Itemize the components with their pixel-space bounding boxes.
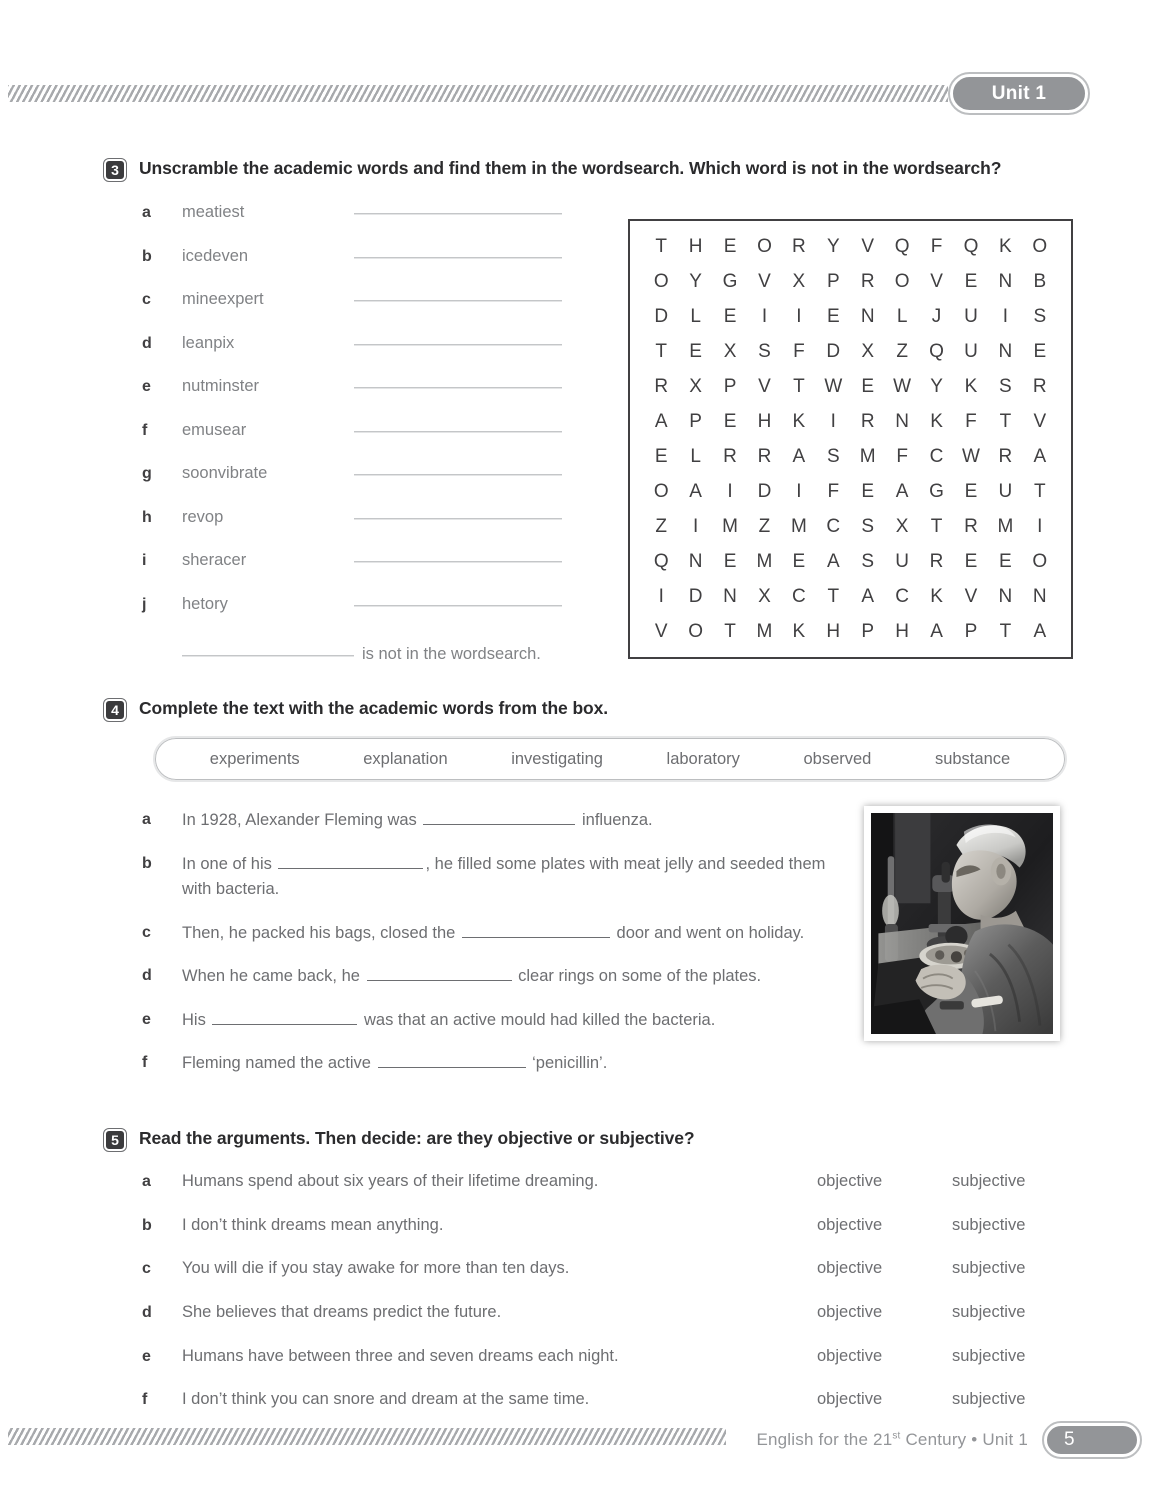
sentence-blank[interactable] bbox=[462, 924, 610, 938]
wordsearch-cell[interactable]: Q bbox=[929, 340, 944, 362]
wordsearch-cell[interactable]: K bbox=[930, 410, 943, 432]
word-bank-box bbox=[155, 738, 1065, 780]
scramble-row bbox=[142, 595, 562, 639]
sentence-letter: b bbox=[142, 854, 152, 872]
wordsearch-cell[interactable]: S bbox=[1033, 305, 1047, 327]
sentence-text-before: Then, he packed his bags, closed the bbox=[182, 923, 460, 942]
wordsearch-cell[interactable]: A bbox=[689, 480, 702, 502]
wordsearch-cell[interactable]: R bbox=[1032, 375, 1047, 397]
argument-row bbox=[142, 1347, 1047, 1391]
sentence-body bbox=[182, 964, 761, 990]
wordsearch-cell[interactable]: V bbox=[930, 270, 943, 292]
fill-in-sentence-row bbox=[142, 921, 842, 947]
scramble-item-word: meatiest bbox=[182, 203, 245, 221]
sentence-text-before: His bbox=[182, 1010, 211, 1029]
wordsearch-cell[interactable]: O bbox=[1032, 235, 1048, 257]
exercise-4-sentence-list bbox=[142, 808, 842, 1095]
scramble-answer-line[interactable] bbox=[354, 518, 562, 519]
sentence-text-after: , he filled some plates with meat jelly and seeded them with bacteria. bbox=[182, 854, 826, 899]
wordsearch-cell[interactable]: H bbox=[688, 235, 703, 257]
sentence-text-after: door and went on holiday. bbox=[611, 923, 805, 942]
wordsearch-cell[interactable]: E bbox=[1033, 340, 1047, 362]
wordsearch-cell[interactable]: M bbox=[722, 515, 738, 537]
wordsearch-cell[interactable]: P bbox=[689, 410, 702, 432]
sentence-letter: e bbox=[142, 1010, 151, 1028]
fill-in-sentence-row bbox=[142, 1051, 842, 1077]
argument-statement: She believes that dreams predict the future. bbox=[182, 1303, 502, 1322]
wordsearch-cell[interactable]: N bbox=[998, 585, 1013, 607]
wordsearch-cell[interactable]: O bbox=[757, 235, 772, 257]
wordsearch-cell[interactable]: L bbox=[896, 305, 908, 327]
wordsearch-cell[interactable]: I bbox=[1002, 305, 1008, 327]
wordsearch-cell[interactable]: I bbox=[658, 585, 664, 607]
exercise-4-header bbox=[104, 698, 1064, 721]
wordsearch-cell[interactable]: E bbox=[999, 550, 1012, 572]
wordsearch-cell[interactable]: O bbox=[1032, 550, 1048, 572]
wordsearch-cell[interactable]: X bbox=[723, 340, 737, 362]
argument-statement: Humans have between three and seven dreams each night. bbox=[182, 1346, 619, 1365]
wordsearch-cell[interactable]: C bbox=[792, 585, 806, 607]
sentence-letter: f bbox=[142, 1054, 148, 1072]
scramble-item-letter: i bbox=[142, 552, 147, 569]
wordsearch-cell[interactable]: N bbox=[688, 550, 703, 572]
wordsearch-cell[interactable]: T bbox=[724, 620, 736, 642]
wordsearch-cell[interactable]: T bbox=[999, 620, 1012, 642]
wordsearch-cell[interactable]: M bbox=[756, 620, 773, 642]
scramble-answer-line[interactable] bbox=[354, 474, 562, 475]
wordsearch-cell[interactable]: W bbox=[961, 445, 980, 467]
wordsearch-cell[interactable]: E bbox=[964, 550, 978, 572]
exercise-4-instruction: Complete the text with the academic words from the box. bbox=[139, 698, 609, 718]
wordsearch-cell[interactable]: H bbox=[895, 620, 909, 642]
scramble-answer-line[interactable] bbox=[354, 605, 562, 606]
wordsearch-cell[interactable]: R bbox=[860, 270, 875, 292]
wordsearch-cell[interactable]: C bbox=[929, 445, 944, 467]
wordsearch-cell[interactable]: A bbox=[930, 620, 943, 642]
argument-statement: You will die if you stay awake for more than ten days. bbox=[182, 1259, 570, 1278]
wordsearch-cell[interactable]: E bbox=[654, 445, 668, 467]
wordsearch-cell[interactable]: W bbox=[893, 375, 912, 397]
wordsearch-cell[interactable]: R bbox=[757, 445, 772, 467]
option-objective[interactable]: objective bbox=[817, 1172, 883, 1190]
scramble-row bbox=[142, 247, 562, 291]
exercise-5-instruction: Read the arguments. Then decide: are they objective or subjective? bbox=[139, 1128, 695, 1148]
wordsearch-cell[interactable]: R bbox=[929, 550, 944, 572]
argument-statement: Humans spend about six years of their lifetime dreaming. bbox=[182, 1172, 599, 1190]
sentence-text-after: influenza. bbox=[577, 811, 653, 829]
wordsearch-cell[interactable]: V bbox=[964, 585, 978, 607]
exercise-5-argument-list bbox=[142, 1172, 1047, 1434]
scramble-answer-line[interactable] bbox=[354, 387, 562, 388]
wordsearch-grid-container bbox=[628, 219, 1073, 659]
wordsearch-cell[interactable]: L bbox=[690, 305, 701, 327]
argument-letter: f bbox=[142, 1391, 148, 1409]
wordsearch-cell[interactable]: I bbox=[796, 305, 802, 327]
argument-row bbox=[142, 1259, 1047, 1303]
wordsearch-cell[interactable]: I bbox=[1037, 515, 1043, 537]
top-decorative-hatch-rule bbox=[8, 85, 948, 102]
wordsearch-cell[interactable]: D bbox=[654, 305, 669, 327]
scramble-item-word: sheracer bbox=[182, 551, 247, 569]
sentence-text-before: When he came back, he bbox=[182, 967, 365, 986]
scramble-item-letter: f bbox=[142, 421, 148, 439]
wordsearch-cell[interactable]: T bbox=[655, 340, 667, 362]
wordsearch-cell[interactable]: A bbox=[1033, 620, 1047, 642]
scramble-item-word: mineexpert bbox=[182, 290, 264, 308]
wordsearch-cell[interactable]: O bbox=[688, 620, 703, 642]
footer-title-pre: English for the 21 bbox=[756, 1430, 893, 1449]
exercise-5 bbox=[104, 1128, 1064, 1151]
argument-row bbox=[142, 1172, 1047, 1216]
word-bank-item[interactable]: explanation bbox=[363, 749, 448, 768]
wordsearch-cell[interactable]: X bbox=[689, 375, 702, 397]
option-objective[interactable]: objective bbox=[817, 1215, 883, 1234]
scramble-answer-line[interactable] bbox=[354, 213, 562, 214]
scramble-item-letter: j bbox=[142, 595, 147, 613]
wordsearch-cell[interactable]: S bbox=[861, 515, 875, 537]
wordsearch-cell[interactable]: N bbox=[895, 410, 909, 432]
not-in-wordsearch-row bbox=[142, 645, 562, 664]
wordsearch-cell[interactable]: P bbox=[826, 270, 840, 292]
wordsearch-cell[interactable]: A bbox=[826, 550, 840, 572]
scramble-answer-line[interactable] bbox=[354, 561, 562, 562]
exercise-4-number-badge: 4 bbox=[104, 699, 126, 721]
footer-title-post: Century • Unit 1 bbox=[900, 1430, 1028, 1449]
wordsearch-cell[interactable]: I bbox=[796, 480, 802, 502]
wordsearch-cell[interactable]: F bbox=[896, 445, 908, 467]
wordsearch-cell[interactable]: Q bbox=[653, 550, 669, 572]
option-subjective[interactable]: subjective bbox=[952, 1215, 1026, 1234]
wordsearch-grid bbox=[644, 229, 1057, 649]
word-bank-item[interactable]: observed bbox=[803, 749, 872, 768]
wordsearch-cell[interactable]: W bbox=[824, 375, 843, 397]
argument-letter: e bbox=[142, 1347, 151, 1365]
wordsearch-cell[interactable]: U bbox=[998, 480, 1013, 502]
scramble-item-word: icedeven bbox=[182, 246, 249, 265]
scramble-row bbox=[142, 377, 562, 421]
wordsearch-cell[interactable]: E bbox=[792, 550, 806, 572]
wordsearch-cell[interactable]: E bbox=[826, 305, 840, 327]
sentence-blank[interactable] bbox=[278, 855, 423, 869]
footer-book-title bbox=[756, 1430, 1028, 1450]
wordsearch-cell[interactable]: Z bbox=[655, 515, 667, 537]
wordsearch-cell[interactable]: M bbox=[790, 515, 807, 537]
sentence-body bbox=[182, 1051, 607, 1077]
wordsearch-cell[interactable]: Y bbox=[826, 235, 840, 257]
wordsearch-cell[interactable]: T bbox=[793, 375, 805, 397]
wordsearch-cell[interactable]: A bbox=[792, 445, 806, 467]
wordsearch-cell[interactable]: E bbox=[723, 550, 737, 572]
option-objective[interactable]: objective bbox=[817, 1390, 883, 1409]
wordsearch-cell[interactable]: A bbox=[895, 480, 909, 502]
wordsearch-cell[interactable]: N bbox=[723, 585, 737, 607]
wordsearch-cell[interactable]: T bbox=[1033, 480, 1046, 502]
wordsearch-cell[interactable]: H bbox=[757, 410, 772, 432]
wordsearch-cell[interactable]: J bbox=[931, 305, 942, 327]
wordsearch-cell[interactable]: E bbox=[689, 340, 702, 362]
sentence-body bbox=[182, 852, 842, 903]
wordsearch-cell[interactable]: Y bbox=[689, 270, 702, 292]
wordsearch-cell[interactable]: B bbox=[1033, 270, 1047, 292]
scramble-item-letter: h bbox=[142, 508, 152, 526]
page-footer bbox=[0, 1420, 1154, 1460]
sentence-letter: c bbox=[142, 923, 151, 941]
wordsearch-cell[interactable]: O bbox=[894, 270, 910, 292]
wordsearch-cell[interactable]: K bbox=[792, 620, 806, 642]
wordsearch-cell[interactable]: S bbox=[826, 445, 840, 467]
wordsearch-cell[interactable]: R bbox=[860, 410, 875, 432]
wordsearch-cell[interactable]: F bbox=[827, 480, 840, 502]
wordsearch-cell[interactable]: U bbox=[964, 305, 978, 327]
exercise-4 bbox=[104, 698, 1064, 721]
wordsearch-cell[interactable]: V bbox=[861, 235, 875, 257]
scramble-row bbox=[142, 290, 562, 334]
wordsearch-cell[interactable]: K bbox=[999, 235, 1012, 257]
wordsearch-cell[interactable]: N bbox=[1032, 585, 1047, 607]
sentence-text-before: In 1928, Alexander Fleming was bbox=[182, 811, 422, 829]
fill-in-sentence-row bbox=[142, 1008, 842, 1034]
scramble-word-list bbox=[142, 203, 562, 664]
scramble-answer-line[interactable] bbox=[354, 344, 562, 345]
option-subjective[interactable]: subjective bbox=[952, 1390, 1026, 1409]
sentence-blank[interactable] bbox=[378, 1054, 526, 1068]
wordsearch-cell[interactable]: I bbox=[761, 305, 768, 327]
wordsearch-cell[interactable]: V bbox=[758, 375, 771, 397]
word-bank-item[interactable]: laboratory bbox=[666, 749, 740, 768]
wordsearch-cell[interactable]: Q bbox=[894, 235, 910, 257]
wordsearch-cell[interactable]: P bbox=[861, 620, 875, 642]
scramble-row bbox=[142, 464, 562, 508]
wordsearch-cell[interactable]: I bbox=[830, 410, 836, 432]
wordsearch-cell[interactable]: V bbox=[654, 620, 668, 642]
scramble-item-word: hetory bbox=[182, 594, 228, 613]
scramble-answer-line[interactable] bbox=[354, 257, 562, 258]
wordsearch-cell[interactable]: S bbox=[861, 550, 875, 572]
scramble-item-letter: g bbox=[142, 465, 152, 482]
wordsearch-cell[interactable]: R bbox=[792, 235, 806, 257]
scramble-item-word: soonvibrate bbox=[182, 464, 268, 482]
exercise-3 bbox=[104, 158, 1084, 181]
unit-badge-label: Unit 1 bbox=[991, 82, 1047, 104]
scramble-row bbox=[142, 551, 562, 595]
wordsearch-cell[interactable]: K bbox=[930, 585, 943, 607]
scramble-item-letter: e bbox=[142, 378, 151, 395]
option-objective[interactable]: objective bbox=[817, 1259, 883, 1278]
option-subjective[interactable]: subjective bbox=[952, 1172, 1026, 1190]
wordsearch-cell[interactable]: Z bbox=[896, 340, 908, 362]
sentence-blank[interactable] bbox=[423, 811, 575, 825]
fill-in-sentence-row bbox=[142, 852, 842, 903]
sentence-blank[interactable] bbox=[212, 1011, 357, 1025]
scramble-answer-line[interactable] bbox=[354, 300, 562, 301]
sentence-body bbox=[182, 808, 653, 834]
word-bank-item[interactable]: experiments bbox=[209, 749, 300, 768]
argument-letter: b bbox=[142, 1216, 152, 1234]
wordsearch-cell[interactable]: E bbox=[723, 410, 737, 432]
wordsearch-cell[interactable]: E bbox=[964, 480, 978, 502]
wordsearch-cell[interactable]: G bbox=[722, 270, 738, 292]
scramble-item-word: nutminster bbox=[182, 377, 260, 395]
page-number-badge bbox=[1044, 1423, 1140, 1457]
wordsearch-cell[interactable]: K bbox=[792, 410, 806, 432]
exercise-5-number-badge: 5 bbox=[104, 1129, 126, 1151]
argument-letter: c bbox=[142, 1260, 151, 1278]
wordsearch-cell[interactable]: T bbox=[827, 585, 840, 607]
wordsearch-cell[interactable]: N bbox=[998, 340, 1013, 362]
wordsearch-cell[interactable]: R bbox=[998, 445, 1013, 467]
wordsearch-cell[interactable]: N bbox=[998, 270, 1013, 292]
scramble-row bbox=[142, 203, 562, 247]
wordsearch-cell[interactable]: C bbox=[826, 515, 841, 537]
word-bank-item[interactable]: investigating bbox=[511, 749, 603, 768]
wordsearch-cell[interactable]: S bbox=[999, 375, 1012, 397]
sentence-text-after: was that an active mould had killed the bacteria. bbox=[359, 1010, 716, 1029]
argument-letter: a bbox=[142, 1173, 151, 1190]
wordsearch-cell[interactable]: X bbox=[758, 585, 771, 607]
scramble-item-letter: a bbox=[142, 204, 151, 221]
wordsearch-cell[interactable]: D bbox=[757, 480, 772, 502]
wordsearch-cell[interactable]: M bbox=[859, 445, 876, 467]
sentence-letter: a bbox=[142, 811, 151, 828]
argument-row bbox=[142, 1216, 1047, 1260]
wordsearch-cell[interactable]: E bbox=[723, 305, 737, 327]
wordsearch-cell[interactable]: S bbox=[758, 340, 771, 362]
option-subjective[interactable]: subjective bbox=[952, 1303, 1026, 1322]
wordsearch-cell[interactable]: U bbox=[895, 550, 909, 572]
scramble-item-letter: b bbox=[142, 247, 152, 265]
wordsearch-cell[interactable]: D bbox=[688, 585, 703, 607]
scramble-item-letter: c bbox=[142, 291, 151, 308]
scramble-item-word: revop bbox=[182, 507, 224, 526]
footer-title-ordinal: st bbox=[892, 1430, 901, 1442]
sentence-letter: d bbox=[142, 967, 152, 985]
option-subjective[interactable]: subjective bbox=[952, 1346, 1026, 1365]
wordsearch-cell[interactable]: F bbox=[965, 410, 977, 432]
exercise-3-instruction: Unscramble the academic words and find them in the wordsearch. Which word is not in the wordsearch? bbox=[139, 158, 1002, 178]
wordsearch-cell[interactable]: X bbox=[861, 340, 875, 362]
argument-statement: I don’t think you can snore and dream at the same time. bbox=[182, 1390, 590, 1409]
wordsearch-cell[interactable]: R bbox=[723, 445, 737, 467]
wordsearch-cell[interactable]: V bbox=[758, 270, 771, 292]
wordsearch-cell[interactable]: T bbox=[999, 410, 1012, 432]
option-objective[interactable]: objective bbox=[817, 1346, 883, 1365]
scramble-item-letter: d bbox=[142, 334, 152, 352]
wordsearch-cell[interactable]: O bbox=[653, 270, 669, 292]
sentence-text-before: In one of his bbox=[182, 854, 277, 873]
wordsearch-cell[interactable]: E bbox=[723, 235, 737, 257]
argument-statement: I don’t think dreams mean anything. bbox=[182, 1215, 444, 1234]
scramble-row bbox=[142, 508, 562, 552]
wordsearch-cell[interactable]: Y bbox=[930, 375, 943, 397]
scramble-row bbox=[142, 334, 562, 378]
wordsearch-cell[interactable]: R bbox=[964, 515, 978, 537]
wordsearch-cell[interactable]: R bbox=[654, 375, 669, 397]
wordsearch-cell[interactable]: P bbox=[964, 620, 978, 642]
wordsearch-cell[interactable]: Q bbox=[963, 235, 979, 257]
wordsearch-cell[interactable]: O bbox=[653, 480, 669, 502]
argument-row bbox=[142, 1303, 1047, 1347]
wordsearch-cell[interactable]: I bbox=[727, 480, 733, 502]
sentence-blank[interactable] bbox=[367, 967, 512, 981]
wordsearch-cell[interactable]: E bbox=[861, 480, 875, 502]
wordsearch-cell[interactable]: X bbox=[792, 270, 806, 292]
wordsearch-cell[interactable]: H bbox=[826, 620, 841, 642]
exercise-3-header bbox=[104, 158, 1084, 181]
sentence-text-after: ‘penicillin’. bbox=[527, 1054, 608, 1073]
sentence-body bbox=[182, 921, 804, 947]
wordsearch-cell[interactable]: A bbox=[1033, 445, 1047, 467]
scramble-row bbox=[142, 421, 562, 465]
wordsearch-cell[interactable]: E bbox=[861, 375, 875, 397]
alexander-fleming-photo bbox=[864, 806, 1060, 1041]
wordsearch-cell[interactable]: E bbox=[964, 270, 978, 292]
wordsearch-cell[interactable]: T bbox=[930, 515, 943, 537]
scramble-answer-line[interactable] bbox=[354, 431, 562, 432]
wordsearch-cell[interactable]: X bbox=[895, 515, 909, 537]
scramble-item-word: emusear bbox=[182, 420, 247, 439]
fill-in-sentence-row bbox=[142, 964, 842, 990]
argument-letter: d bbox=[142, 1304, 152, 1322]
wordsearch-cell[interactable]: A bbox=[654, 410, 668, 432]
wordsearch-cell[interactable]: N bbox=[860, 305, 875, 327]
option-objective[interactable]: objective bbox=[817, 1303, 883, 1322]
wordsearch-cell[interactable]: D bbox=[826, 340, 841, 362]
wordsearch-cell[interactable]: G bbox=[929, 480, 944, 502]
option-subjective[interactable]: subjective bbox=[952, 1259, 1026, 1278]
wordsearch-cell[interactable]: M bbox=[756, 550, 773, 572]
scramble-item-word: leanpix bbox=[182, 333, 235, 352]
wordsearch-cell[interactable]: C bbox=[895, 585, 909, 607]
wordsearch-cell[interactable]: F bbox=[793, 340, 805, 362]
wordsearch-cell[interactable]: I bbox=[692, 515, 699, 537]
wordsearch-cell[interactable]: F bbox=[930, 235, 943, 257]
photo-artwork bbox=[871, 813, 1053, 1034]
sentence-body bbox=[182, 1008, 715, 1034]
wordsearch-cell[interactable]: Z bbox=[758, 515, 771, 537]
word-bank-item[interactable]: substance bbox=[934, 749, 1011, 768]
wordsearch-cell[interactable]: P bbox=[723, 375, 737, 397]
exercise-3-number-badge: 3 bbox=[104, 159, 126, 181]
wordsearch-cell[interactable]: T bbox=[655, 235, 667, 257]
sentence-text-before: Fleming named the active bbox=[182, 1054, 376, 1073]
wordsearch-cell[interactable]: U bbox=[964, 340, 978, 362]
wordsearch-cell[interactable]: L bbox=[690, 445, 701, 467]
wordsearch-cell[interactable]: A bbox=[861, 585, 875, 607]
not-in-wordsearch-answer-line[interactable] bbox=[182, 655, 354, 656]
fill-in-sentence-row bbox=[142, 808, 842, 834]
page-number-label: 5 bbox=[1064, 1429, 1075, 1450]
exercise-5-header bbox=[104, 1128, 1064, 1151]
wordsearch-cell[interactable]: K bbox=[964, 375, 978, 397]
unit-badge bbox=[950, 74, 1088, 113]
wordsearch-cell[interactable]: M bbox=[997, 515, 1014, 537]
not-in-wordsearch-label: is not in the wordsearch. bbox=[362, 645, 541, 663]
sentence-text-after: clear rings on some of the plates. bbox=[513, 967, 762, 986]
wordsearch-cell[interactable]: V bbox=[1033, 410, 1047, 432]
